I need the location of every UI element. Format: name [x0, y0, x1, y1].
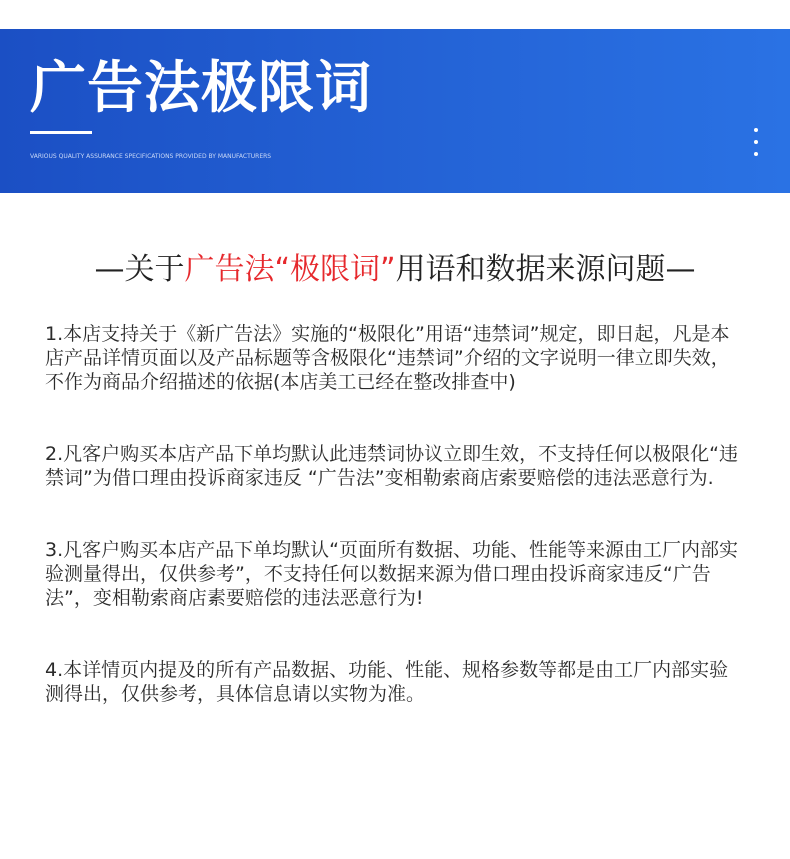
dot-icon	[754, 152, 758, 156]
notice-paragraph-3: 3.凡客户购买本店产品下单均默认“页面所有数据、功能、性能等来源由工厂内部实验测量得出，仅供参考”，不支持任何以数据来源为借口理由投诉商家违反“广告法”，变相勒索商店素要赔偿的违法恶意行为!	[45, 539, 738, 609]
more-vertical-icon[interactable]	[753, 128, 759, 156]
section-heading	[0, 248, 790, 292]
top-strip	[0, 0, 790, 29]
header-banner	[0, 29, 790, 193]
dot-icon	[754, 128, 758, 132]
notice-paragraph-2: 2.凡客户购买本店产品下单均默认此违禁词协议立即生效，不支持任何以极限化“违禁词”为借口理由投诉商家违反 “广告法”变相勒索商店索要赔偿的违法恶意行为.	[45, 443, 738, 489]
banner-subtitle: VARIOUS QUALITY ASSURANCE SPECIFICATIONS PROVIDED BY MANUFACTURERS	[30, 153, 272, 160]
heading-highlight: 广告法“极限词”	[184, 252, 396, 287]
notice-paragraph-1: 1.本店支持关于《新广告法》实施的“极限化”用语“违禁词”规定，即日起，凡是本店产品详情页面以及产品标题等含极限化“违禁词”介绍的文字说明一律立即失效，不作为商品介绍描述的依据(本店美工已经在整改排查中)	[45, 323, 730, 393]
notice-content	[45, 322, 745, 754]
heading-prefix: —关于	[94, 252, 185, 287]
notice-paragraph-4: 4.本详情页内提及的所有产品数据、功能、性能、规格参数等都是由工厂内部实验测得出，仅供参考，具体信息请以实物为准。	[45, 659, 729, 705]
heading-suffix: 用语和数据来源问题—	[395, 252, 696, 287]
dot-icon	[754, 140, 758, 144]
banner-title: 广告法极限词	[30, 56, 372, 121]
title-underline	[30, 131, 92, 134]
